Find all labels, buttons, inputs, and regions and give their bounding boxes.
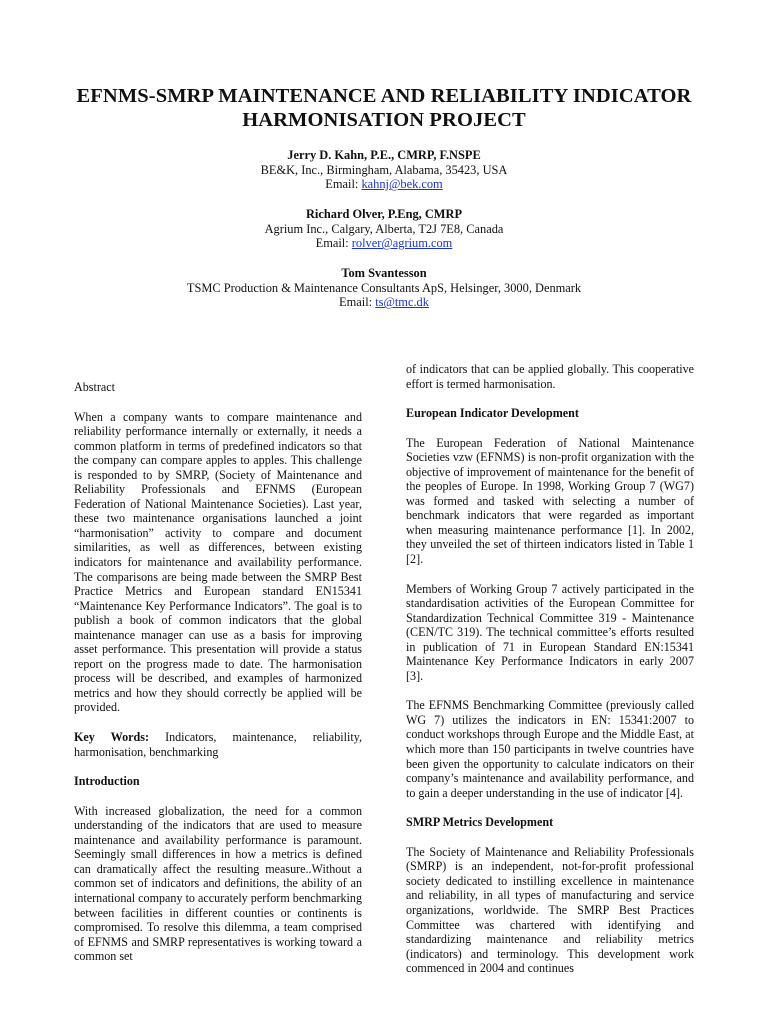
european-paragraph-3: The EFNMS Benchmarking Committee (previously called WG 7) utilizes the indicators in EN: 15341:2007 to conduct workshops through Europe and the Middle East, at which more than 150 participants in twelve countries have been given the opportunity to calculate indicators on their company’s maintenance and availability performance, and to gain a deeper understanding in the use of indicator [4]. bbox=[406, 698, 694, 800]
title-line-2: HARMONISATION PROJECT bbox=[242, 109, 526, 131]
author-block-svantesson bbox=[60, 266, 708, 310]
author-block-kahn bbox=[60, 148, 708, 192]
author-email-line bbox=[60, 177, 708, 192]
european-heading: European Indicator Development bbox=[406, 406, 579, 421]
author-affiliation: TSMC Production & Maintenance Consultants ApS, Helsinger, 3000, Denmark bbox=[186, 280, 582, 295]
email-label: Email: bbox=[325, 177, 362, 192]
author-affiliation: Agrium Inc., Calgary, Alberta, T2J 7E8, Canada bbox=[264, 221, 504, 236]
introduction-heading: Introduction bbox=[74, 774, 140, 789]
smrp-heading: SMRP Metrics Development bbox=[406, 815, 554, 830]
right-column bbox=[406, 362, 694, 991]
introduction-text: With increased globalization, the need for a common understanding of the indicators that are used to measure maintenance and availability performance is paramount. Seemingly small differences in how a metrics is defined can dramatically affect the resulting measure..Without a common set of indicators and definitions, the ability of an international company to accurately perform benchmarking between facilities in different counties or continents is compromised. To resolve this dilemma, a team comprised of EFNMS and SMRP representatives is working toward a common set bbox=[74, 803, 362, 964]
abstract-text: When a company wants to compare maintenance and reliability performance internally or externally, it needs a common platform in terms of predefined indicators so that the company can compare apples to apples. This challenge is responded to by SMRP, (Society of Maintenance and Reliability Professionals and EFNMS (European Federation of National Maintenance Societies). Last year, these two maintenance organisations launched a joint “harmonisation” activity to compare and document similarities, as well as differences, between existing indicators for maintenance and availability performance. The comparisons are being made between the SMRP Best Practice Metrics and European standard EN15341 “Maintenance Key Performance Indicators”. The goal is to publish a book of common indicators that the global maintenance manager can use as a basis for improving asset performance. This presentation will provide a status report on the progress made to date. The harmonisation process will be described, and examples of harmonized metrics and how they should correctly be applied will be provided. bbox=[74, 409, 362, 715]
author-email-link[interactable]: kahnj@bek.com bbox=[361, 177, 443, 192]
author-email-line bbox=[60, 236, 708, 251]
title-line-1: EFNMS-SMRP MAINTENANCE AND RELIABILITY INDICATOR bbox=[76, 85, 692, 107]
smrp-paragraph-1: The Society of Maintenance and Reliability Professionals (SMRP) is an independent, not-for-profit professional society dedicated to instilling excellence in maintenance and reliability, in all types of manufacturing and service organizations, worldwide. The SMRP Best Practices Committee was chartered with identifying and standardizing maintenance and reliability metrics (indicators) and terminology. This development work commenced in 2004 and continues bbox=[406, 844, 694, 976]
paper-title bbox=[40, 84, 728, 132]
left-column bbox=[74, 380, 362, 979]
email-label: Email: bbox=[339, 295, 376, 310]
keywords-label: Key Words: bbox=[74, 730, 149, 745]
author-name: Richard Olver, P.Eng, CMRP bbox=[305, 207, 463, 221]
author-affiliation: BE&K, Inc., Birmingham, Alabama, 35423, USA bbox=[260, 162, 508, 177]
author-email-line bbox=[60, 295, 708, 310]
abstract-heading: Abstract bbox=[74, 380, 115, 394]
continuation-text: of indicators that can be applied globally. This cooperative effort is termed harmonisation. bbox=[406, 362, 694, 391]
author-name: Jerry D. Kahn, P.E., CMRP, F.NSPE bbox=[287, 148, 481, 162]
keywords bbox=[74, 730, 362, 759]
author-email-link[interactable]: ts@tmc.dk bbox=[375, 295, 429, 310]
european-paragraph-2: Members of Working Group 7 actively participated in the standardisation activities of the European Committee for Standardization Technical Committee 319 - Maintenance (CEN/TC 319). The technical committee’s efforts resulted in publication of 71 in European Standard EN:15341 Maintenance Key Performance Indicators in early 2007 [3]. bbox=[406, 581, 694, 683]
author-name: Tom Svantesson bbox=[341, 266, 427, 280]
keywords-text: Indicators, maintenance, reliability, harmonisation, benchmarking bbox=[74, 730, 362, 759]
author-block-olver bbox=[60, 207, 708, 251]
email-label: Email: bbox=[315, 236, 352, 251]
european-paragraph-1: The European Federation of National Maintenance Societies vzw (EFNMS) is non-profit organization with the objective of improvement of maintenance for the benefit of the peoples of Europe. In 1998, Working Group 7 (WG7) was formed and tasked with selecting a number of benchmark indicators that were regarded as important when measuring maintenance performance [1]. In 2002, they unveiled the set of thirteen indicators listed in Table 1 [2]. bbox=[406, 435, 694, 567]
author-email-link[interactable]: rolver@agrium.com bbox=[351, 236, 453, 251]
